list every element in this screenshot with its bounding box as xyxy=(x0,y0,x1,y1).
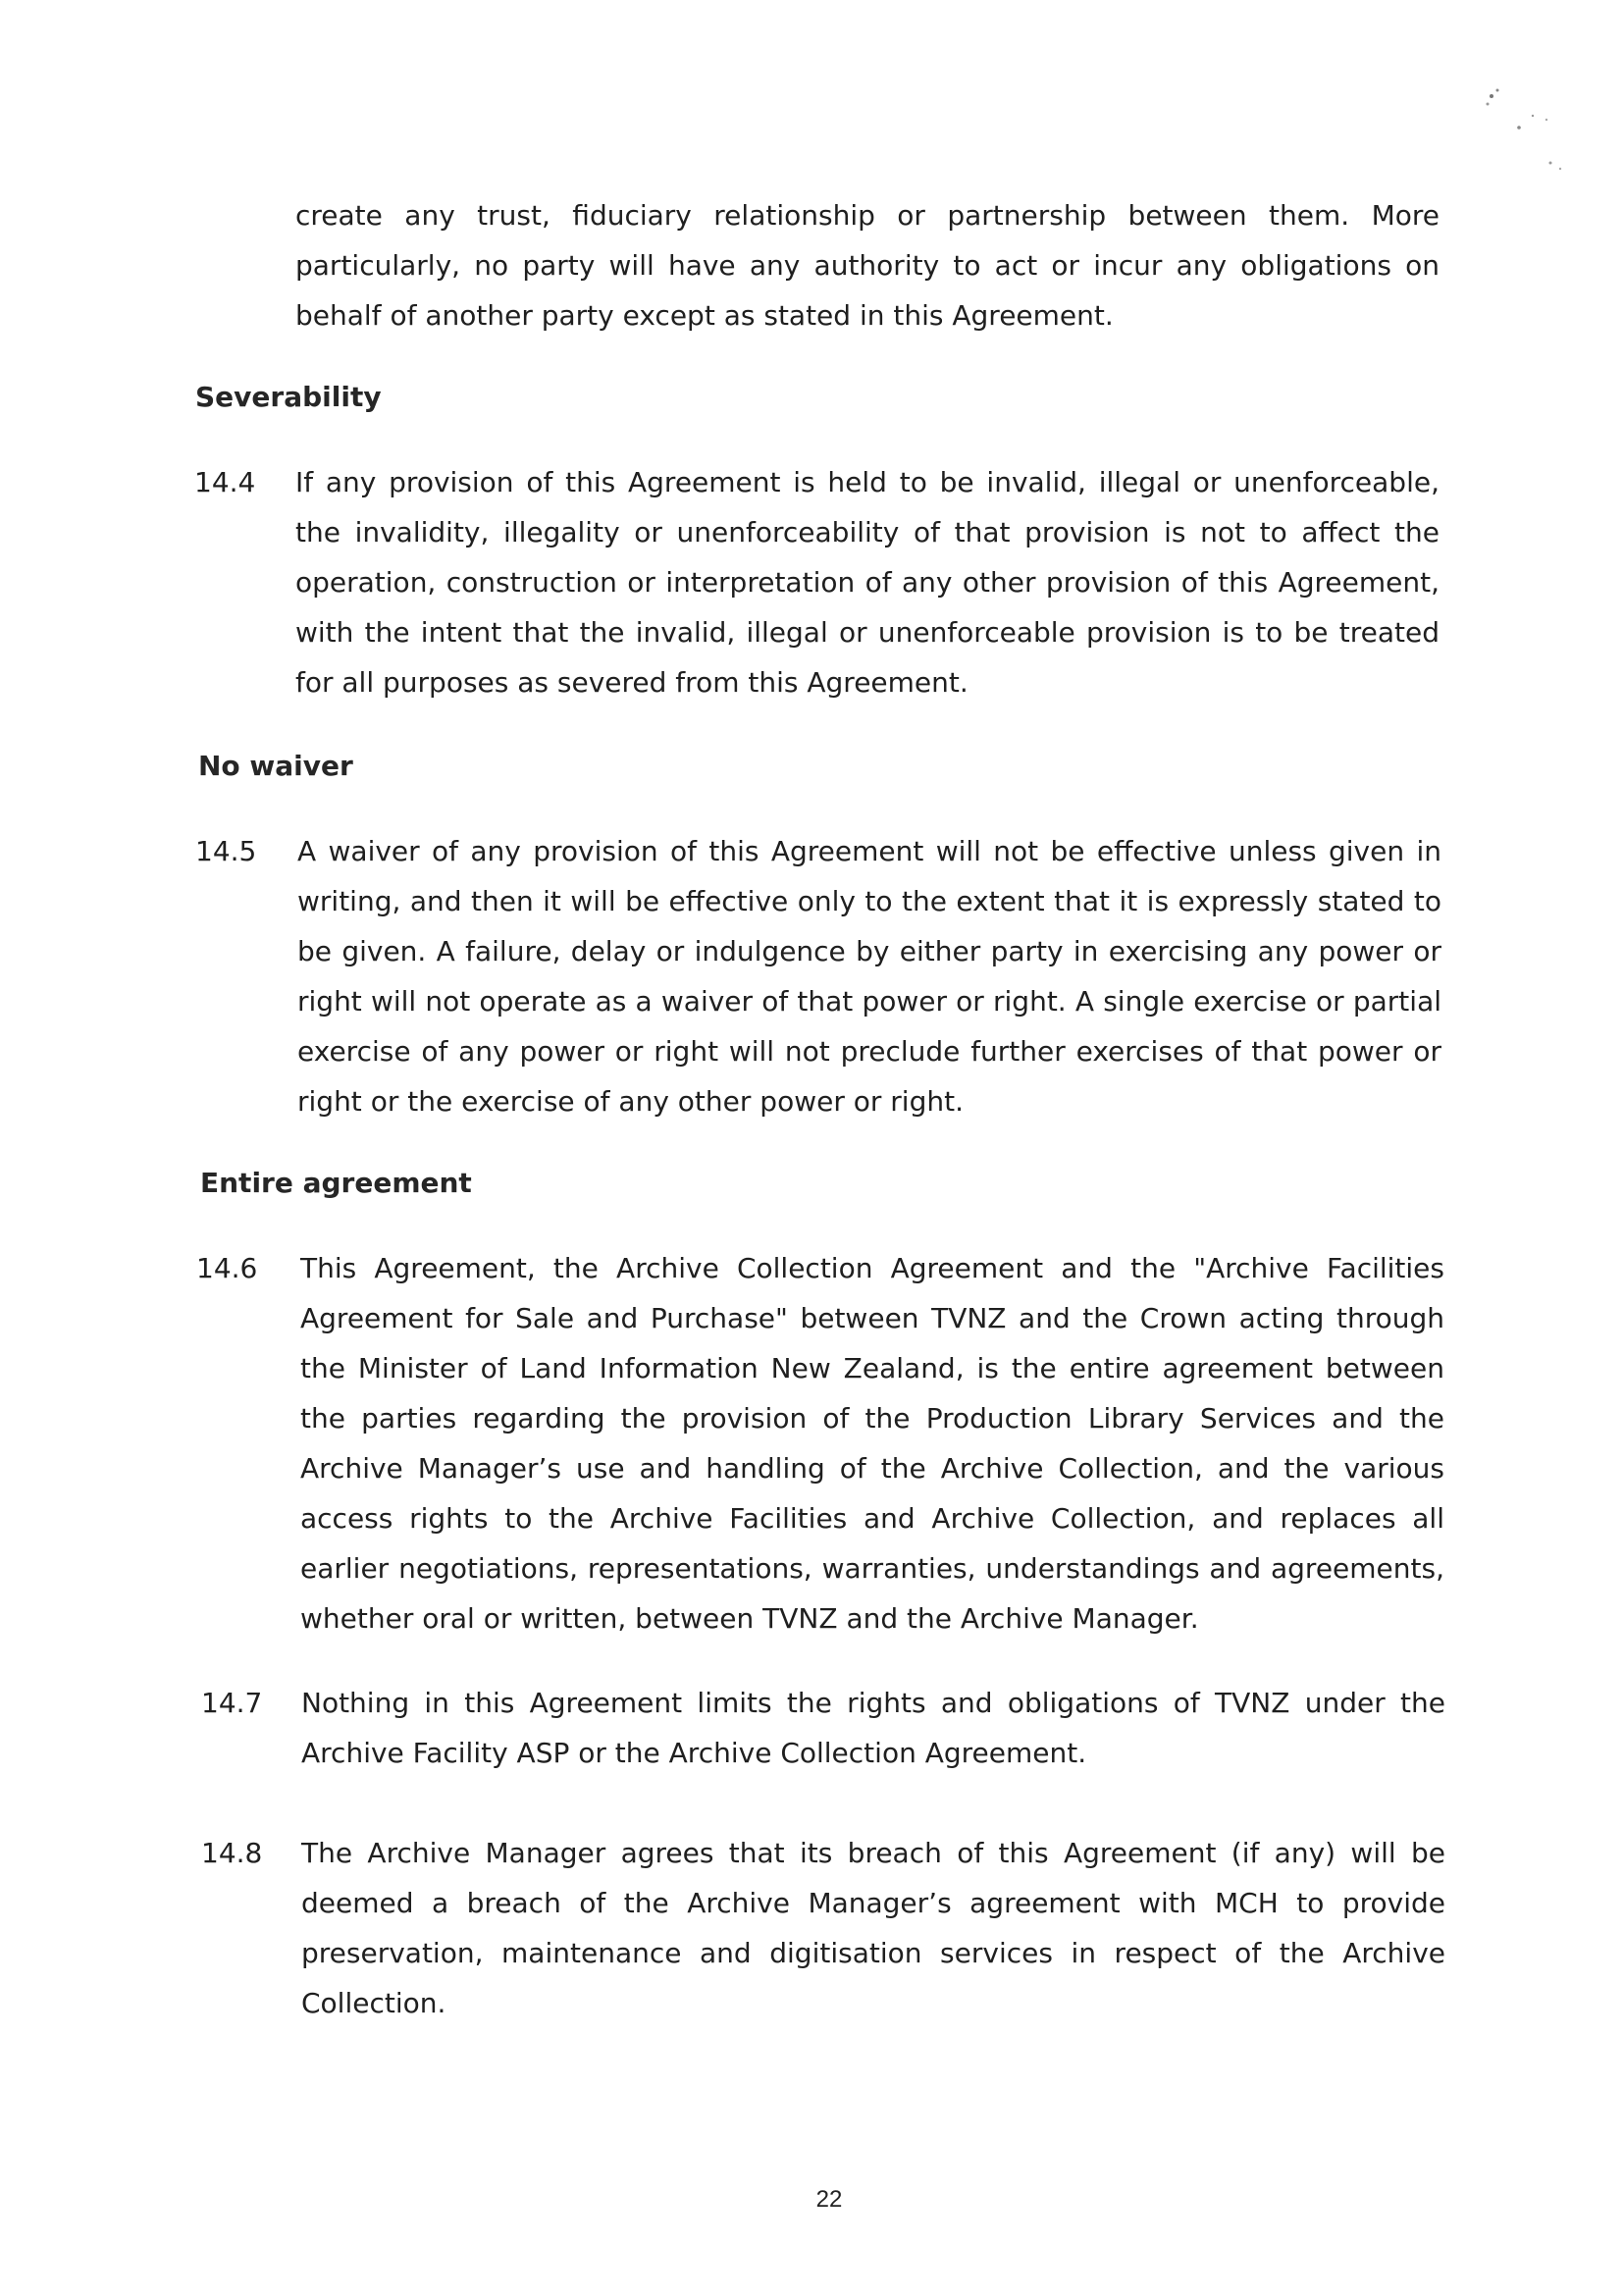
clause-14-8-text: The Archive Manager agrees that its breach of this Agreement (if any) will be deemed a breach of the Archive Manager’s agreement with MCH to provide preservation, maintenance and digitisation services in respect of the Archive Collection. xyxy=(301,1837,1445,2019)
clause-number-14-5: 14.5 xyxy=(195,835,257,867)
clause-14-7-text: Nothing in this Agreement limits the rights and obligations of TVNZ under the Archive Facility ASP or the Archive Collection Agreement. xyxy=(301,1687,1445,1769)
scan-specks-decoration xyxy=(1462,69,1599,186)
page-number: 22 xyxy=(815,2186,843,2213)
clause-number-14-4: 14.4 xyxy=(194,466,256,498)
clause-14-5-text: A waiver of any provision of this Agreement will not be effective unless given in writing, and then it will be effective only to the extent that it is expressly stated to be given. A failure, delay or indulgence by either party in exercising any power or right will not operate as a waiver of that power or right. A single exercise or partial exercise of any power or right will not preclude further exercises of that power or right or the exercise of any other power or right. xyxy=(297,835,1441,1118)
clause-number-14-8: 14.8 xyxy=(201,1837,263,1869)
clause-14-6-text: This Agreement, the Archive Collection Agreement and the "Archive Facilities Agreement for Sale and Purchase" between TVNZ and the Crown acting through the Minister of Land Information New Zealand, is the entire agreement between the parties regarding the provision of the Production Library Services and the Archive Manager’s use and handling of the Archive Collection, and the various access rights to the Archive Facilities and Archive Collection, and replaces all earlier negotiations, representations, warranties, understandings and agreements, whether oral or written, between TVNZ and the Archive Manager. xyxy=(300,1252,1444,1635)
clause-14-4-text: If any provision of this Agreement is held to be invalid, illegal or unenforceable, the invalidity, illegality or unenforceability of that provision is not to affect the operation, construction or interpretation of any other provision of this Agreement, with the intent that the invalid, illegal or unenforceable provision is to be treated for all purposes as severed from this Agreement. xyxy=(295,466,1440,699)
clause-number-14-6: 14.6 xyxy=(196,1252,258,1284)
clause-number-14-7: 14.7 xyxy=(201,1687,263,1719)
section-heading-no-waiver: No waiver xyxy=(198,750,353,782)
section-heading-entire-agreement: Entire agreement xyxy=(200,1167,472,1199)
continuation-paragraph: create any trust, fiduciary relationship or partnership between them. More particularly, no party will have any authority to act or incur any obligations on behalf of another party except as stated in this Agreement. xyxy=(295,199,1440,332)
section-heading-severability: Severability xyxy=(195,381,382,413)
